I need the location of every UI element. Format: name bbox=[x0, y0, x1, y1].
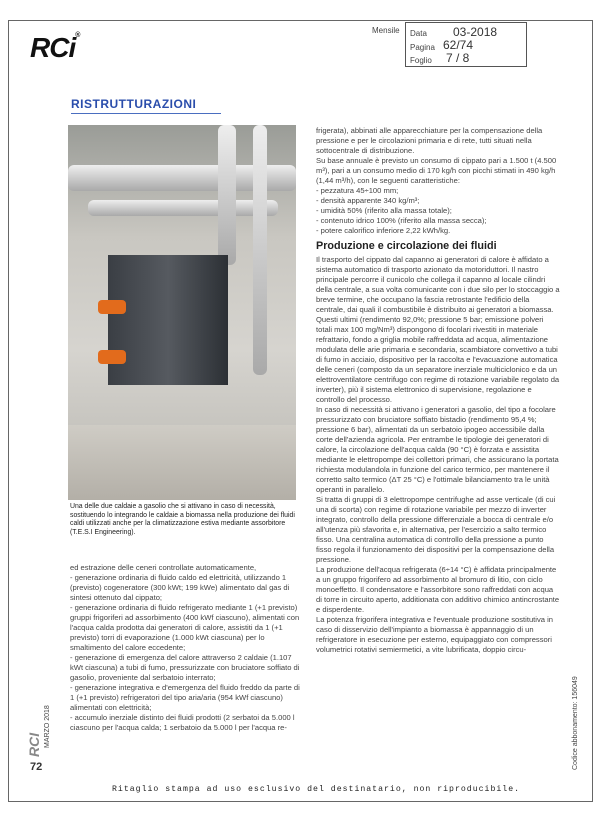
paragraph: - generazione ordinaria di fluido refrigerato mediante 1 (+1 previsto) gruppi frigoriferi ad assorbimento (400 kWf ciascuno), alimentati con l'acqua calda prodotta dai generatori di calore, assistiti da 1 (+1 previsto) torri di evaporazione (1.000 kWt ciascuna) per lo smaltimento del calore eccedente; bbox=[70, 603, 300, 652]
list-item: - umidità 50% (riferito alla massa totale); bbox=[316, 206, 452, 215]
list-item: - densità apparente 340 kg/m³; bbox=[316, 196, 420, 205]
pagina-value: 62/74 bbox=[443, 38, 474, 52]
paragraph: Si tratta di gruppi di 3 elettropompe centrifughe ad asse verticale (di cui una di scorta) con regime di rotazione variabile per mezzo di inverter integrato, controllo della pressione differenziale a bocca di centrale e/o all'utenza più sfavorita e, in alternativa, per l'esercizio a salto termico fisso. Una centralina automatica di controllo della pressione a punto fisso regola il funzionamento dei dispositivi per la compensazione della pressione. bbox=[316, 495, 556, 564]
paragraph: In caso di necessità si attivano i generatori a gasolio, del tipo a focolare pressurizzato con bruciatore soffiato bistadio (rendimento 95,4 %; pressione 6 bar), alimentati da un serbatoio ipogeo accessibile dalla corte dell'azienda agricola. Per entrambe le tipologie dei generatori di calore, la circolazione dell'acqua calda (90 °C) è forzata e assistita mediante le elettropompe dei collettori primari, che assicurano la portata richiesta modulandola in funzione del carico termico, per mantenere il corretto salto termico (ΔT 25 °C) e l'ottimale bilanciamento tra le unità operanti in parallelo. bbox=[316, 405, 559, 494]
paragraph: Su base annuale è previsto un consumo di cippato pari a 1.500 t (4.500 m³), pari a un consumo medio di 170 kg/h con picchi stimati in 490 kg/h (1,44 m³/h), con le seguenti caratteristiche: bbox=[316, 156, 557, 185]
paragraph: Questi ultimi (rendimento 92,0%; pressione 5 bar; emissione polveri totali max 100 mg/Nm³) dispongono di focolari rivestiti in materiale refrattario, fondo a griglia mobile raffreddata ad acqua, alimentazione modulata delle arie primaria e secondaria, scambiatore convettivo a tubi di fumo in acciaio, dispositivo per la raccolta e l'evacuazione automatica delle ceneri (composto da un separatore inerziale multiciclonico e da un elettroventilatore centrifugo con regime di rotazione variabile regolato da inverter), più il sistema elettronico di supervisione, regolazione e controllo del processo. bbox=[316, 315, 560, 404]
burner bbox=[98, 300, 126, 314]
pipe bbox=[253, 125, 267, 375]
right-column bbox=[316, 126, 560, 655]
foglio-value: 7 / 8 bbox=[446, 51, 470, 65]
paragraph: Il trasporto del cippato dal capanno ai generatori di calore è affidato a sistema automatico di trasporto azionato da motoriduttori. Il nastro principale percorre il cunicolo che collega il capanno al locale cilindri della centrale, a sua volta comunicante con i due silo per lo stoccaggio a breve termine, che occupano la fascia retrostante l'edificio della centrale, dai quali il combustibile è distribuito ai generatori a biomassa. bbox=[316, 255, 560, 314]
subscription-code: Codice abbonamento: 156049 bbox=[572, 676, 579, 770]
list-item: - pezzatura 45÷100 mm; bbox=[316, 186, 399, 195]
foglio-label: Foglio bbox=[410, 56, 432, 65]
boiler bbox=[108, 255, 228, 385]
photo-caption: Una delle due caldaie a gasolio che si attivano in caso di necessità, sostituendo lo integrando le caldaie a biomassa nella produzione dei fluidi caldi utilizzati anche per la climatizzazione estiva mediante assorbitore (T.E.S.I Engineering). bbox=[70, 503, 295, 536]
rci-logo: RCi® bbox=[30, 32, 81, 63]
pagina-label: Pagina bbox=[410, 43, 435, 52]
side-brand: RCI bbox=[26, 732, 42, 757]
side-date: MARZO 2018 bbox=[44, 705, 51, 748]
paragraph: - generazione integrativa e d'emergenza del fluido freddo da parte di 1 (+1 previsto) refrigeratori del tipo aria/aria (954 kWf ciascuno) alimentati con elettricità; bbox=[70, 683, 300, 712]
page-number: 72 bbox=[30, 761, 43, 773]
section-divider bbox=[71, 113, 221, 114]
frequency-label: Mensile bbox=[372, 26, 400, 35]
paragraph: - accumulo inerziale distinto dei fluidi prodotti (2 serbatoi da 5.000 l ciascuno per l'acqua calda; 1 serbatoio da 5.000 l per l'acqua re- bbox=[70, 713, 295, 732]
paragraph: - generazione ordinaria di fluido caldo ed elettricità, utilizzando 1 (previsto) cogeneratore (300 kWt; 199 kWe) alimentato dal gas di sintesi ottenuto dal cippato; bbox=[70, 573, 290, 602]
data-label: Data bbox=[410, 29, 427, 38]
list-item: - potere calorifico inferiore 2,22 kWh/kg. bbox=[316, 226, 451, 235]
pipe bbox=[88, 200, 278, 216]
paragraph: La potenza frigorifera integrativa e l'eventuale produzione sostitutiva in caso di disservizio dell'impianto a biomassa è appannaggio di un refrigeratore in esecuzione per esterno, equipaggiato con compressori volumetrici rotativi semiermetici, a vite lubrificata, doppio circu- bbox=[316, 615, 554, 654]
footer-note: Ritaglio stampa ad uso esclusivo del destinatario, non riproducibile. bbox=[112, 785, 521, 794]
paragraph: - generazione di emergenza del calore attraverso 2 caldaie (1.107 kWt ciascuna) a tubi di fumo, pressurizzate con bruciatore soffiato di gasolio, proveniente dal serbatoio interrato; bbox=[70, 653, 300, 682]
paragraph: La produzione dell'acqua refrigerata (6÷14 °C) è affidata principalmente a un gruppo frigorifero ad assorbimento al bromuro di litio, con ciclo monoeffetto. Il condensatore e l'assorbitore sono raffreddati con acqua di torre in circuito aperto, additionata con additivo chimico antincrostante e disperdente. bbox=[316, 565, 560, 614]
pipe bbox=[218, 125, 236, 265]
left-column bbox=[70, 563, 306, 733]
floor bbox=[68, 425, 296, 500]
paragraph: ed estrazione delle ceneri controllate automaticamente, bbox=[70, 563, 257, 572]
burner bbox=[98, 350, 126, 364]
subsection-heading: Produzione e circolazione dei fluidi bbox=[316, 240, 497, 252]
data-value: 03-2018 bbox=[453, 25, 498, 39]
paragraph: frigerata), abbinati alle apparecchiature per la compensazione della pressione e per le circolazioni primaria e di rete, tutti situati nella sottocentrale di distribuzione. bbox=[316, 126, 543, 155]
section-title: RISTRUTTURAZIONI bbox=[71, 97, 197, 111]
list-item: - contenuto idrico 100% (riferito alla massa secca); bbox=[316, 216, 487, 225]
